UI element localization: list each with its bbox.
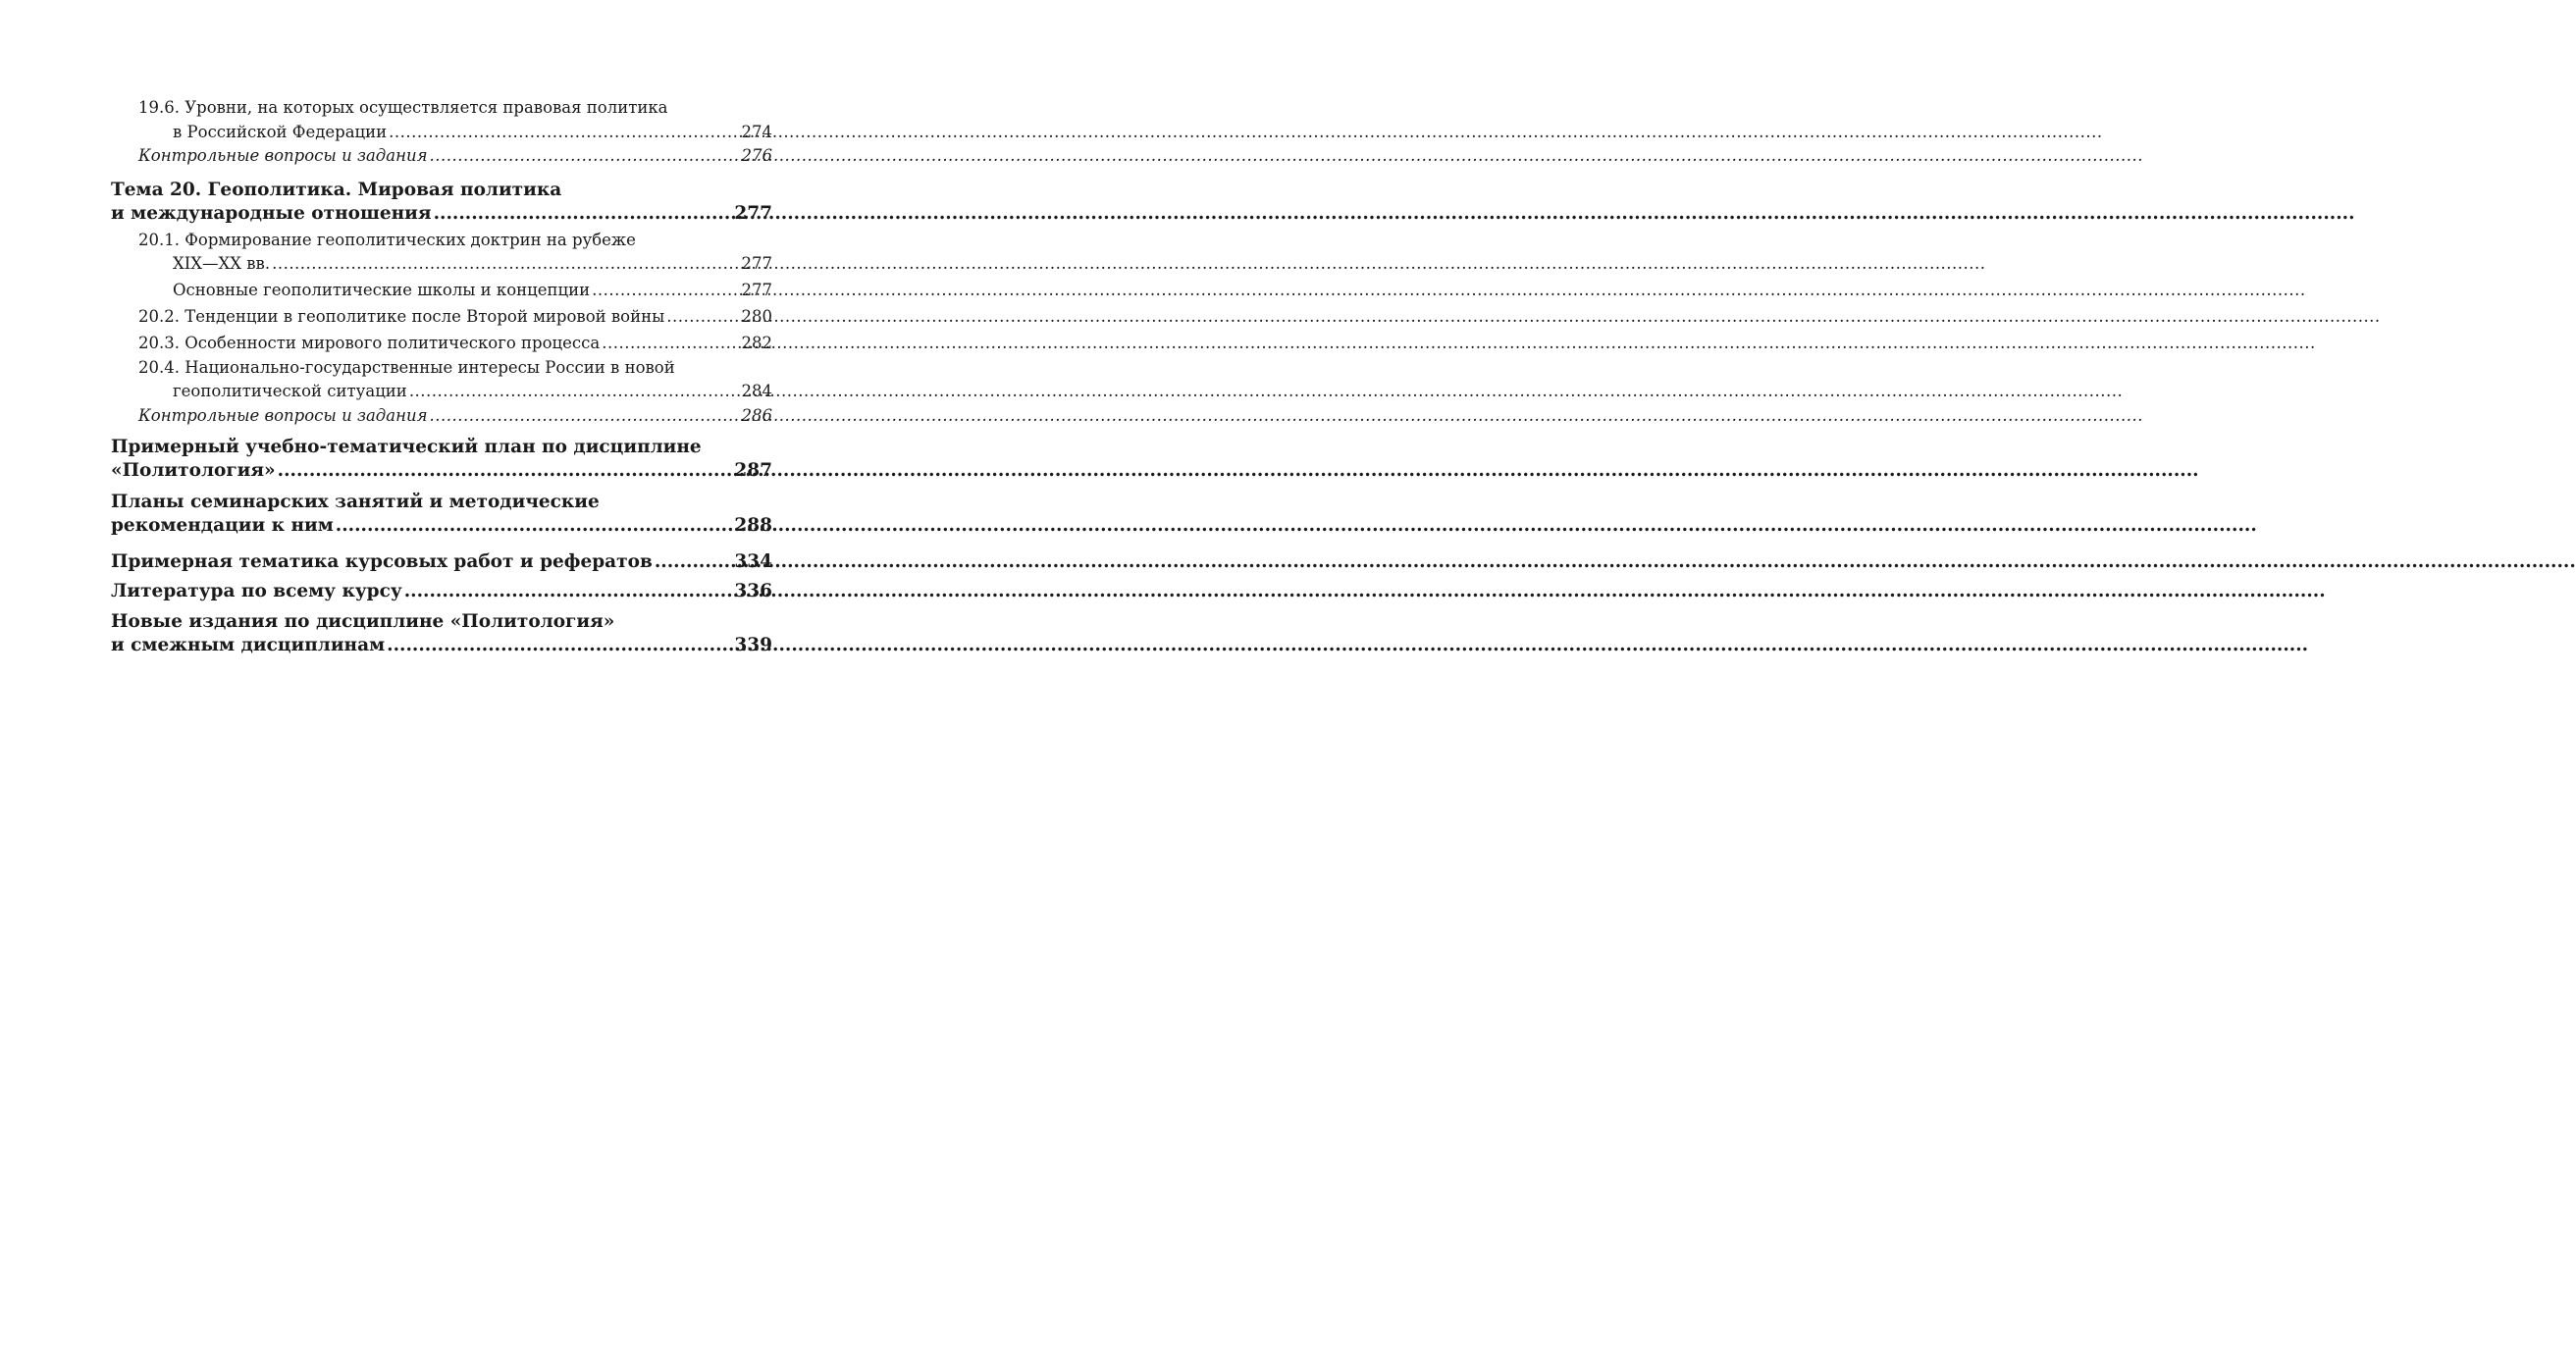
dot-leader bbox=[655, 548, 733, 577]
toc-page-number: 277 bbox=[734, 202, 772, 224]
toc-entry-title: Примерная тематика курсовых работ и рефератов bbox=[111, 551, 653, 572]
toc-entry-title-line2: и смежным дисциплинам bbox=[111, 635, 386, 655]
dot-leader bbox=[278, 459, 733, 483]
table-of-contents bbox=[111, 96, 772, 657]
dot-leader bbox=[666, 303, 739, 330]
toc-page-number: 282 bbox=[741, 333, 772, 352]
toc-page-number: 287 bbox=[734, 460, 772, 481]
toc-entry-seminar-plans bbox=[111, 491, 772, 538]
toc-entry-title-line2: XIX—XX вв. bbox=[173, 254, 271, 273]
dot-leader bbox=[272, 252, 739, 277]
dot-leader bbox=[430, 404, 740, 429]
toc-entry-coursework-topics bbox=[111, 548, 772, 577]
toc-entry-questions-19 bbox=[111, 144, 772, 169]
toc-entry-19-6 bbox=[111, 96, 772, 144]
toc-entry-title-line2: в Российской Федерации bbox=[173, 122, 388, 141]
toc-entry-questions-20 bbox=[111, 404, 772, 429]
toc-entry-title: 20.2. Тенденции в геополитике после Второй мировой войны bbox=[138, 306, 665, 326]
toc-page-number: 334 bbox=[734, 551, 772, 572]
dot-leader bbox=[336, 514, 733, 538]
dot-leader bbox=[430, 144, 740, 169]
toc-entry-title-line1: 20.4. Национально-государственные интересы России в новой bbox=[138, 357, 675, 377]
toc-entry-title-line1: Примерный учебно-тематический план по дисциплине bbox=[111, 437, 702, 457]
toc-entry-title-line1: Планы семинарских занятий и методические bbox=[111, 492, 600, 512]
dot-leader bbox=[387, 634, 732, 657]
toc-page-number: 286 bbox=[741, 405, 772, 425]
toc-entry-title-line1: Тема 20. Геополитика. Мировая политика bbox=[111, 179, 562, 200]
dot-leader bbox=[434, 202, 733, 226]
toc-entry-title-line1: 19.6. Уровни, на которых осуществляется правовая политика bbox=[138, 98, 668, 117]
dot-leader bbox=[404, 577, 733, 606]
toc-page-number: 284 bbox=[741, 382, 772, 400]
toc-entry-new-publications bbox=[111, 610, 772, 657]
toc-page-number: 336 bbox=[734, 581, 772, 601]
toc-entry-20-4 bbox=[111, 356, 772, 404]
toc-page-number: 277 bbox=[741, 280, 772, 299]
toc-entry-title-line2: и международные отношения bbox=[111, 202, 432, 224]
toc-entry-title-line1: Новые издания по дисциплине «Политология» bbox=[111, 611, 615, 632]
toc-page-number: 288 bbox=[734, 515, 772, 536]
dot-leader bbox=[602, 330, 739, 356]
dot-leader bbox=[409, 380, 740, 404]
toc-entry-geo-schools bbox=[111, 277, 772, 303]
toc-entry-20-1 bbox=[111, 229, 772, 277]
toc-page-number: 274 bbox=[741, 122, 772, 141]
toc-entry-literature bbox=[111, 577, 772, 606]
toc-page-number: 276 bbox=[741, 146, 772, 165]
dot-leader bbox=[389, 121, 739, 145]
toc-entry-title: Основные геополитические школы и концепции bbox=[173, 280, 591, 299]
toc-page-number: 339 bbox=[734, 635, 772, 655]
toc-entry-20-3 bbox=[111, 330, 772, 356]
toc-entry-title-line2: рекомендации к ним bbox=[111, 515, 334, 536]
toc-page-number: 280 bbox=[741, 306, 772, 326]
toc-entry-title: Контрольные вопросы и задания bbox=[138, 405, 428, 425]
toc-entry-title-line2: «Политология» bbox=[111, 460, 276, 481]
toc-entry-topic-20 bbox=[111, 179, 772, 226]
toc-entry-title: Литература по всему курсу bbox=[111, 581, 402, 601]
toc-entry-20-2 bbox=[111, 303, 772, 330]
toc-entry-study-plan bbox=[111, 436, 772, 483]
toc-page-number: 277 bbox=[741, 254, 772, 273]
toc-entry-title: 20.3. Особенности мирового политического процесса bbox=[138, 333, 601, 352]
toc-entry-title-line1: 20.1. Формирование геополитических доктрин на рубеже bbox=[138, 230, 636, 249]
toc-entry-title: Контрольные вопросы и задания bbox=[138, 146, 428, 165]
toc-entry-title-line2: геополитической ситуации bbox=[173, 382, 407, 400]
dot-leader bbox=[592, 277, 739, 303]
